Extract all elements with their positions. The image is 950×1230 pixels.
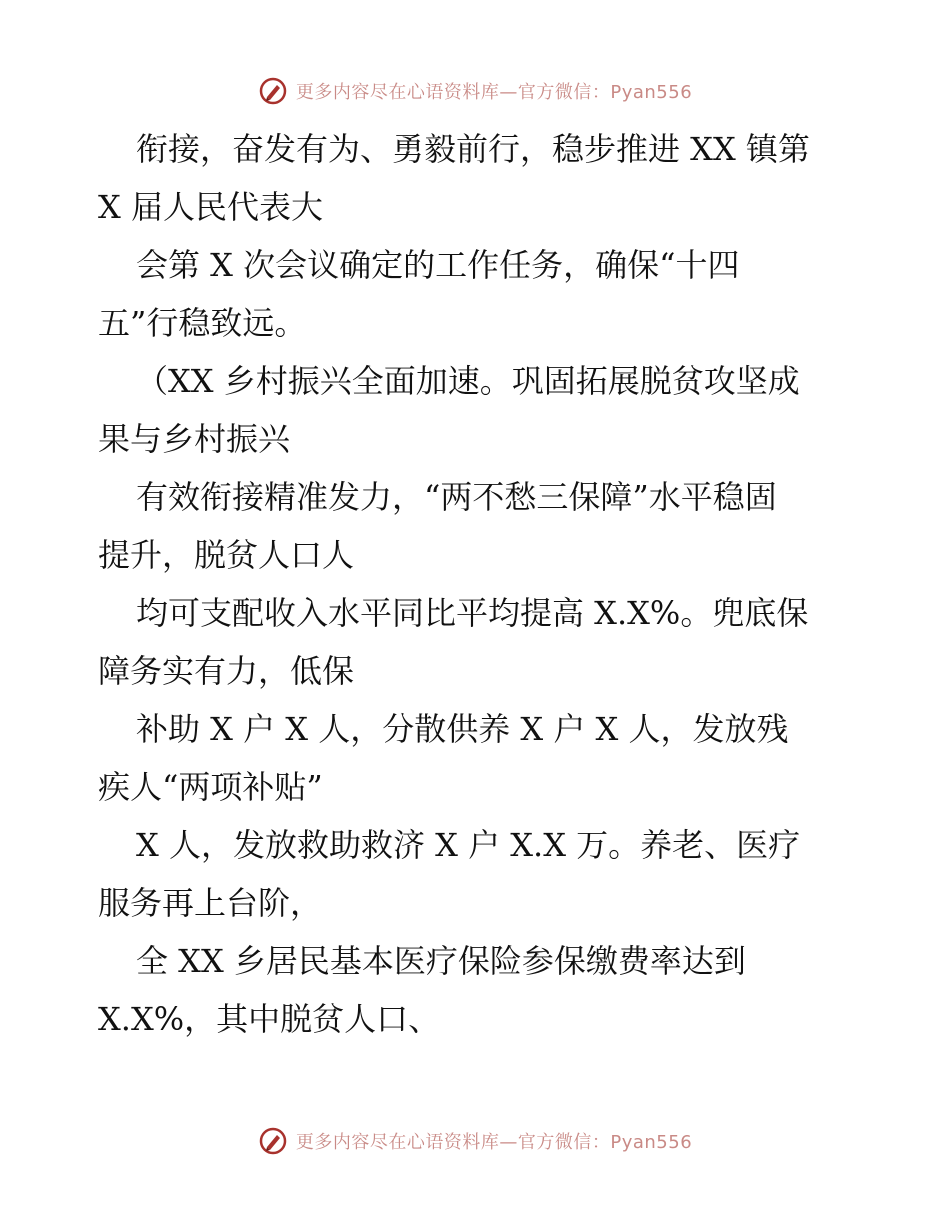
paragraph <box>98 932 858 1048</box>
paragraph-line: 有效衔接精准发力，“两不愁三保障”水平稳固 <box>136 478 777 516</box>
paragraph-line: 全 XX 乡居民基本医疗保险参保缴费率达到 <box>136 942 746 980</box>
paragraph <box>98 120 858 236</box>
paragraph <box>98 700 858 816</box>
paragraph-line: X.X%，其中脱贫人口、 <box>98 1000 441 1038</box>
header-watermark <box>0 76 950 106</box>
paragraph-line: 会第 X 次会议确定的工作任务，确保“十四 <box>136 246 740 284</box>
watermark-text: 更多内容尽在心语资料库—官方微信：Pyan556 <box>295 82 693 103</box>
paragraph-line: 障务实有力，低保 <box>98 652 355 690</box>
paragraph-line: X 届人民代表大 <box>98 188 323 226</box>
paragraph <box>98 236 858 352</box>
paragraph-line: （XX 乡村振兴全面加速。巩固拓展脱贫攻坚成 <box>136 362 800 400</box>
paragraph-line: 疾人“两项补贴” <box>98 768 323 806</box>
paragraph-line: 均可支配收入水平同比平均提高 X.X%。兜底保 <box>136 594 809 632</box>
watermark-text: 更多内容尽在心语资料库—官方微信：Pyan556 <box>295 1132 693 1153</box>
pen-logo-icon <box>258 1126 288 1156</box>
paragraph <box>98 816 858 932</box>
paragraph <box>98 584 858 700</box>
footer-watermark <box>0 1126 950 1156</box>
paragraph-line: 五”行稳致远。 <box>98 304 307 342</box>
paragraph <box>98 468 858 584</box>
paragraph-line: 提升，脱贫人口人 <box>98 536 355 574</box>
paragraph-line: 补助 X 户 X 人，分散供养 X 户 X 人，发放残 <box>136 710 789 748</box>
paragraph <box>98 352 858 468</box>
document-body <box>98 120 858 1048</box>
paragraph-line: X 人，发放救助救济 X 户 X.X 万。养老、医疗 <box>136 826 801 864</box>
paragraph-line: 果与乡村振兴 <box>98 420 291 458</box>
paragraph-line: 衔接，奋发有为、勇毅前行，稳步推进 XX 镇第 <box>136 130 810 168</box>
pen-logo-icon <box>258 76 288 106</box>
paragraph-line: 服务再上台阶， <box>98 884 323 922</box>
